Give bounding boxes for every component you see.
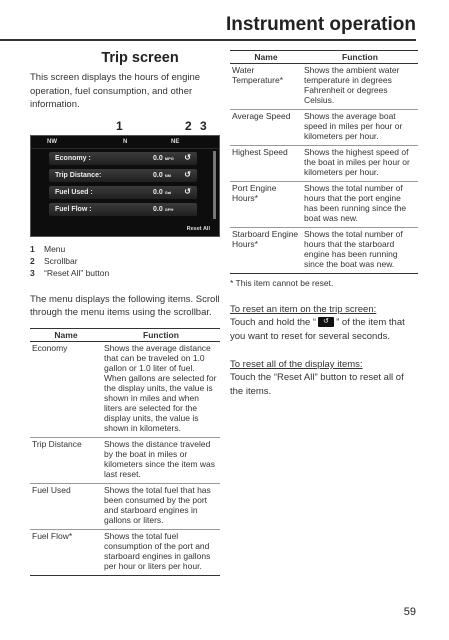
reset-icon[interactable]: ↺ (184, 186, 191, 196)
callout-3: 3 (200, 118, 207, 133)
items-table-left (30, 328, 220, 576)
table-row: Highest Speed Shows the highest speed of the boat in miles per hour or kilometers per hour. (230, 146, 418, 182)
screen-row-fuel-flow[interactable] (49, 203, 197, 216)
row-label: Economy : (55, 154, 91, 162)
figure-legend (30, 243, 220, 279)
items-table-right (230, 50, 418, 274)
col-header-name: Name (230, 51, 302, 64)
table-row: Economy Shows the average distance that can be traveled on 1.0 gallon or 1.0 liter of fuel. When gallons are selected for the display units, the value is shown in miles and when liters are selected for the display units, the value is shown in kilometers. (30, 341, 220, 437)
table-footnote: * This item cannot be reset. (230, 278, 334, 288)
screen-row-trip-distance[interactable] (49, 169, 197, 182)
left-column (30, 50, 220, 576)
table-row: Average Speed Shows the average boat speed in miles per hour or kilometers per hour. (230, 110, 418, 146)
reset-all-button[interactable]: Reset All (186, 225, 210, 232)
row-label: Fuel Used : (55, 188, 93, 196)
row-label: Fuel Flow : (55, 205, 92, 213)
section-title: Instrument operation (225, 14, 416, 35)
screen-row-economy[interactable] (49, 152, 197, 165)
callout-1: 1 (116, 118, 123, 133)
reset-item-text: Touch and hold the “ ↺ ” of the item that you want to reset for several seconds. (230, 317, 405, 342)
reset-item-heading: To reset an item on the trip screen: (230, 304, 377, 315)
table-row: Starboard Engine Hours* Shows the total number of hours that the starboard engine has been running since the boat was new. (230, 228, 418, 274)
screen-divider (31, 148, 219, 149)
col-header-function: Function (302, 51, 418, 64)
row-value: 0.0 NM (153, 171, 171, 179)
reset-all-heading: To reset all of the display items: (230, 359, 363, 370)
row-value: 0.0 Gal (153, 188, 172, 196)
reset-icon[interactable]: ↺ (184, 152, 191, 162)
row-value: 0.0 MPG (153, 154, 174, 162)
legend-item: 2 Scrollbar (30, 255, 78, 266)
page-header (0, 0, 449, 40)
trip-intro: This screen displays the hours of engine operation, fuel consumption, and other information. (30, 72, 201, 110)
page-number: 59 (403, 606, 416, 618)
callout-2: 2 (185, 118, 192, 133)
table-row: Port Engine Hours* Shows the total number of hours that the port engine has been running since the boat was new. (230, 182, 418, 228)
reset-icon[interactable]: ↺ (184, 169, 191, 179)
table-row: Water Temperature* Shows the ambient water temperature in degrees Fahrenheit or degrees Celsius. (230, 64, 418, 110)
table-row: Fuel Used Shows the total fuel that has been consumed by the port and starboard engines in gallons or liters. (30, 483, 220, 529)
right-column (230, 50, 418, 398)
menu-paragraph: The menu displays the following items. Scroll through the menu items using the scrollbar. (30, 293, 220, 318)
scrollbar[interactable] (213, 151, 216, 219)
figure-callouts (30, 119, 220, 133)
col-header-name: Name (30, 328, 102, 341)
compass-n: N (123, 138, 128, 145)
screen-row-fuel-used[interactable] (49, 186, 197, 199)
compass-nw: NW (47, 138, 57, 145)
legend-item: 1 Menu (30, 243, 66, 254)
table-row: Trip Distance Shows the distance traveled by the boat in miles or kilometers since the item was last reset. (30, 437, 220, 483)
header-rule (0, 39, 416, 41)
trip-screen-figure (30, 135, 220, 237)
reset-icon: ↺ (318, 317, 334, 327)
row-value: 0.0 GPH (153, 205, 174, 213)
trip-screen-title: Trip screen (101, 50, 179, 66)
table-row: Fuel Flow* Shows the total fuel consumption of the port and starboard engines in gallons per hour or liters per hour. (30, 529, 220, 575)
compass-ne: NE (171, 138, 180, 145)
reset-all-text: Touch the “Reset All” button to reset all of the items. (230, 372, 404, 397)
legend-item: 3 “Reset All” button (30, 267, 110, 278)
col-header-function: Function (102, 328, 220, 341)
row-label: Trip Distance: (55, 171, 102, 179)
